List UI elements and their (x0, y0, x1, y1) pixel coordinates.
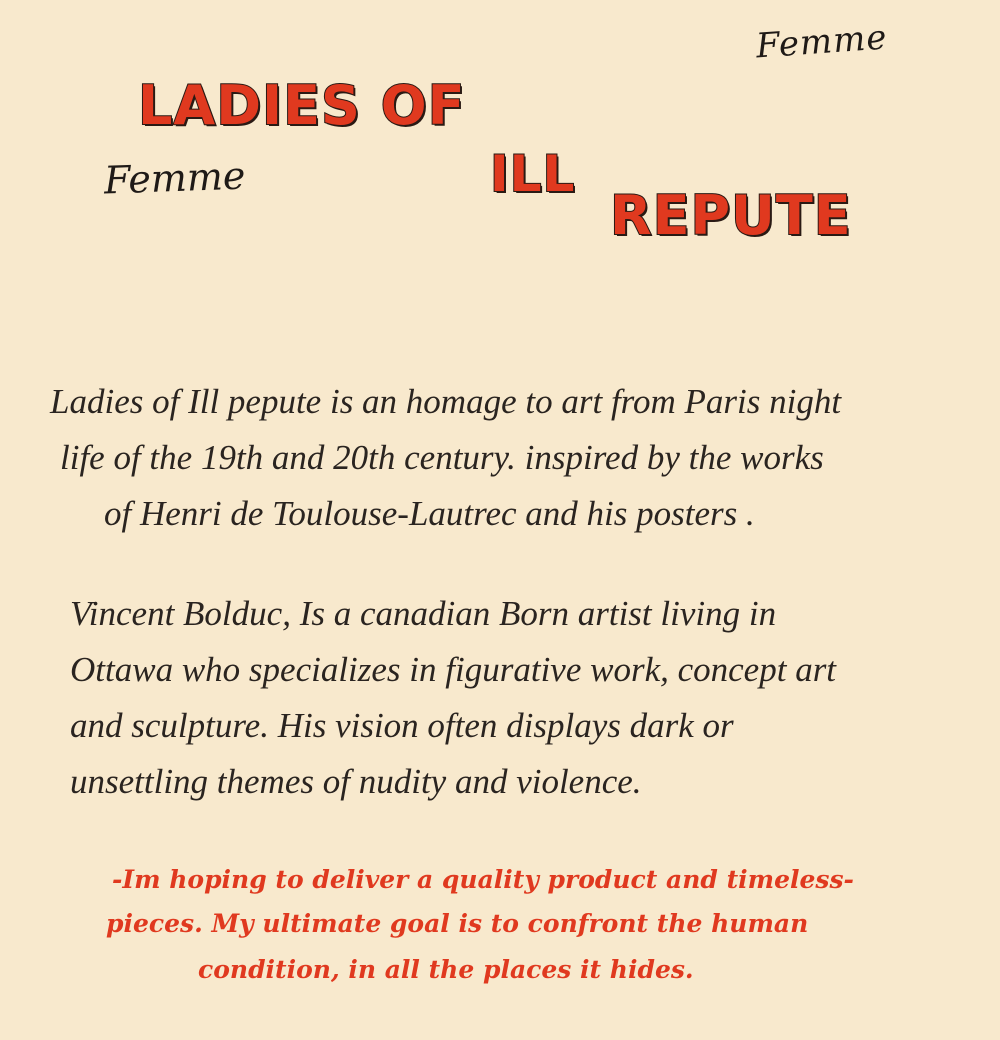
quote-line: condition, in all the places it hides. (198, 955, 694, 984)
femme-script-top: Femme (754, 17, 889, 67)
bio-line: unsettling themes of nudity and violence. (70, 762, 642, 801)
quote-line: pieces. My ultimate goal is to confront the human (106, 909, 809, 938)
page-title-ill: ILL (490, 145, 576, 203)
intro-line: Ladies of Ill pepute is an homage to art from Paris night (50, 382, 842, 421)
intro-line: of Henri de Toulouse-Lautrec and his posters . (104, 494, 755, 533)
femme-script-left: Femme (103, 153, 247, 203)
bio-line: Ottawa who specializes in figurative work, concept art (70, 650, 837, 689)
page-title-repute: REPUTE (610, 184, 852, 247)
bio-line: and sculpture. His vision often displays dark or (70, 706, 734, 745)
page-title-ladies-of: LADIES OF (138, 74, 466, 137)
bio-line: Vincent Bolduc, Is a canadian Born artist living in (70, 594, 777, 633)
quote-line: -Im hoping to deliver a quality product and timeless- (112, 865, 854, 894)
intro-line: life of the 19th and 20th century. inspired by the works (60, 438, 824, 477)
